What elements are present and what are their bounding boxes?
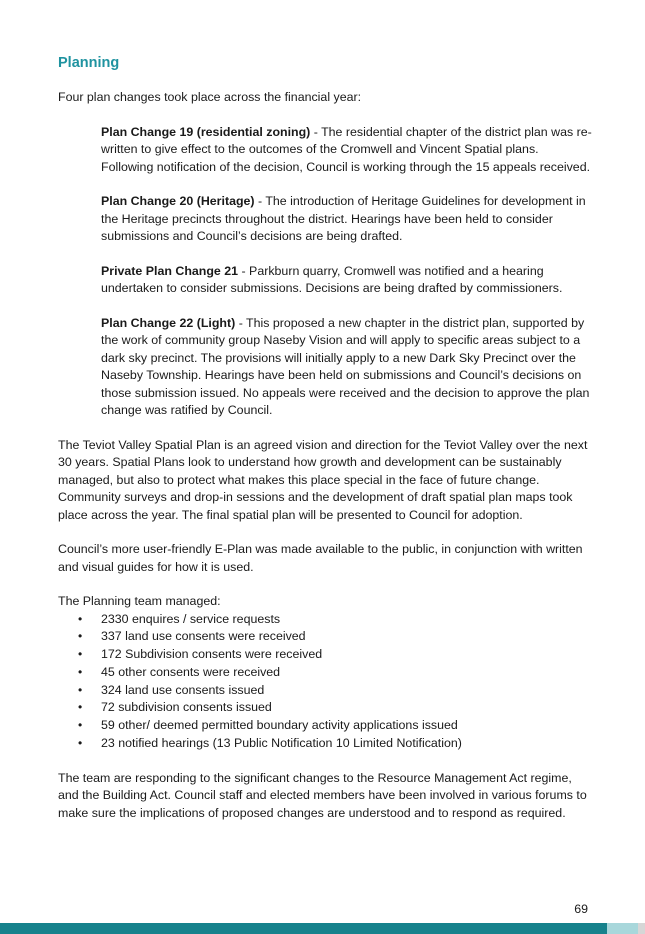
bullet-icon: • bbox=[78, 664, 83, 679]
plan-change-22 bbox=[101, 315, 592, 420]
rma-paragraph: The team are responding to the significant changes to the Resource Management Act regime, and the Building Act. Council staff and elected members have been involved in various forums to make sure the implications of proposed changes are understood and to respond as required. bbox=[58, 770, 587, 820]
bullet-icon: • bbox=[78, 629, 83, 644]
plan-change-19-text: - The residential chapter of the district plan was re-written to give effect to the outcomes of the Cromwell and Vincent Spatial plans. Following notification of the decision, Council is working through the 15 appeals received. bbox=[101, 124, 592, 174]
list-item: • 45 other consents were received bbox=[58, 664, 592, 682]
bullet-icon: • bbox=[78, 700, 83, 715]
plan-change-22-text: - This proposed a new chapter in the district plan, supported by the work of community group Naseby Vision and will apply to specific areas subject to a dark sky precinct. The provisions will initially apply to a new Dark Sky Precinct over the Naseby Township. Hearings have been held on submissions and Council’s decisions on those submission issued. No appeals were received and the decision to approve the plan change was ratified by Council. bbox=[101, 315, 590, 417]
intro-paragraph: Four plan changes took place across the financial year: bbox=[58, 90, 362, 104]
list-item: • 2330 enquires / service requests bbox=[58, 611, 592, 629]
list-item: • 59 other/ deemed permitted boundary activity applications issued bbox=[58, 717, 592, 735]
list-item: • 324 land use consents issued bbox=[58, 682, 592, 700]
list-item: • 23 notified hearings (13 Public Notification 10 Limited Notification) bbox=[58, 735, 592, 753]
page-number: 69 bbox=[574, 902, 588, 916]
plan-change-20-title: Plan Change 20 (Heritage) bbox=[101, 194, 255, 208]
footer-bar-main-segment bbox=[0, 923, 607, 934]
plan-change-22-title: Plan Change 22 (Light) bbox=[101, 315, 236, 330]
list-item: • 337 land use consents were received bbox=[58, 628, 592, 646]
plan-change-21-text: - Parkburn quarry, Cromwell was notified and a hearing undertaken to consider submissions. Decisions are being drafted by commissioners. bbox=[101, 263, 563, 295]
section-heading: Planning bbox=[58, 55, 120, 71]
plan-change-21 bbox=[101, 263, 592, 298]
bullet-icon: • bbox=[78, 647, 83, 662]
team-stats-list bbox=[58, 611, 592, 753]
document-page bbox=[58, 53, 592, 839]
plan-change-20-text: - The introduction of Heritage Guidelines for development in the Heritage precincts throughout the district. Hearings have been held to consider submissions and Council’s decisions are being drafted. bbox=[101, 194, 586, 243]
plan-change-19-title: Plan Change 19 (residential zoning) bbox=[101, 124, 311, 139]
bullet-icon: • bbox=[78, 718, 83, 733]
eplan-paragraph: Council’s more user-friendly E-Plan was made available to the public, in conjunction with written and visual guides for how it is used. bbox=[58, 542, 583, 574]
plan-change-21-title: Private Plan Change 21 bbox=[101, 263, 239, 278]
teviot-valley-paragraph: The Teviot Valley Spatial Plan is an agreed vision and direction for the Teviot Valley over the next 30 years. Spatial Plans look to understand how growth and development can be sustainably managed, but also to protect what makes this place special in the face of future change. Community surveys and drop-in sessions and the development of draft spatial plan maps took place across the year. The final spatial plan will be presented to Council for adoption. bbox=[58, 437, 588, 522]
bullet-icon: • bbox=[78, 611, 83, 626]
plan-change-19 bbox=[101, 124, 592, 177]
list-item: • 72 subdivision consents issued bbox=[58, 699, 592, 717]
footer-bar bbox=[0, 923, 645, 934]
list-item: • 172 Subdivision consents were received bbox=[58, 646, 592, 664]
footer-bar-light-segment bbox=[607, 923, 638, 934]
bullet-icon: • bbox=[78, 736, 83, 751]
bullet-icon: • bbox=[78, 682, 83, 697]
footer-bar-edge-segment bbox=[638, 923, 645, 934]
team-intro: The Planning team managed: bbox=[58, 594, 221, 608]
plan-change-20 bbox=[101, 193, 592, 246]
